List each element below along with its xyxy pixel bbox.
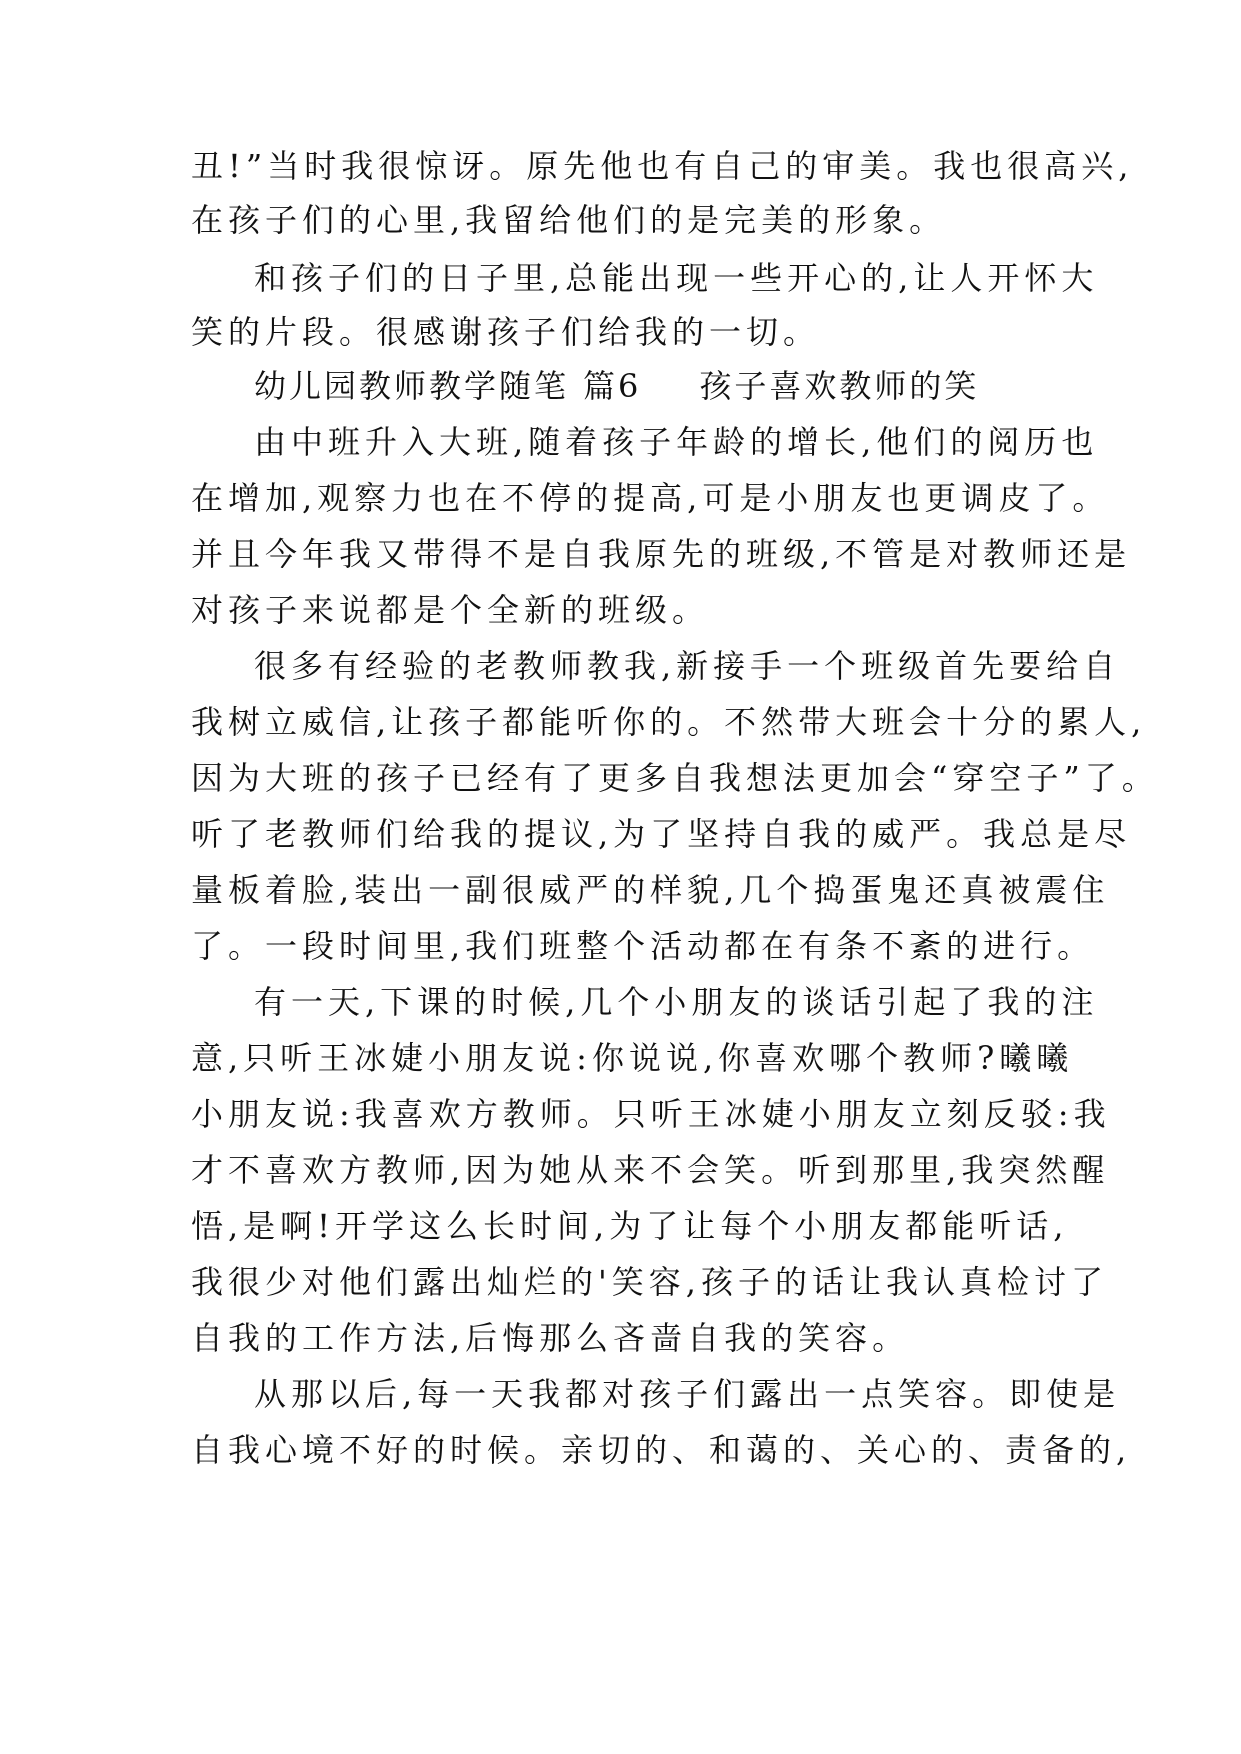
body-line: 并且今年我又带得不是自我原先的班级,不管是对教师还是 <box>191 535 1132 573</box>
body-line: 很多有经验的老教师教我,新接手一个班级首先要给自 <box>254 647 1121 685</box>
body-line: 意,只听王冰婕小朋友说:你说说,你喜欢哪个教师?曦曦 <box>191 1039 1074 1077</box>
body-line: 在孩子们的心里,我留给他们的是完美的形象。 <box>191 201 947 239</box>
body-line: 在增加,观察力也在不停的提高,可是小朋友也更调皮了。 <box>191 479 1110 517</box>
heading-title: 幼儿园教师教学随笔 <box>254 367 570 405</box>
body-line: 因为大班的孩子已经有了更多自我想法更加会“穿空子”了。 <box>191 759 1159 797</box>
body-line: 听了老教师们给我的提议,为了坚持自我的威严。我总是尽 <box>191 815 1132 853</box>
body-line: 才不喜欢方教师,因为她从来不会笑。听到那里,我突然醒 <box>191 1151 1110 1189</box>
body-line: 悟,是啊!开学这么长时间,为了让每个小朋友都能听话, <box>191 1207 1069 1245</box>
body-line: 从那以后,每一天我都对孩子们露出一点笑容。即使是 <box>254 1375 1121 1413</box>
body-line: 自我心境不好的时候。亲切的、和蔼的、关心的、责备的, <box>191 1431 1132 1469</box>
body-line: 由中班升入大班,随着孩子年龄的增长,他们的阅历也 <box>254 423 1099 461</box>
heading-section: 篇6 <box>583 367 642 405</box>
body-line: 了。一段时间里,我们班整个活动都在有条不紊的进行。 <box>191 927 1095 965</box>
body-line: 小朋友说:我喜欢方教师。只听王冰婕小朋友立刻反驳:我 <box>191 1095 1111 1133</box>
body-line: 有一天,下课的时候,几个小朋友的谈话引起了我的注 <box>254 983 1099 1021</box>
body-line: 丑!”当时我很惊讶。原先他也有自己的审美。我也很高兴, <box>191 147 1134 185</box>
section-heading <box>254 366 979 406</box>
body-line: 我很少对他们露出灿烂的'笑容,孩子的话让我认真检讨了 <box>191 1263 1108 1301</box>
body-line: 我树立威信,让孩子都能听你的。不然带大班会十分的累人, <box>191 703 1147 741</box>
body-line: 笑的片段。很感谢孩子们给我的一切。 <box>191 313 821 351</box>
body-line: 量板着脸,装出一副很威严的样貌,几个捣蛋鬼还真被震住 <box>191 871 1110 909</box>
body-line: 自我的工作方法,后悔那么吝啬自我的笑容。 <box>191 1319 910 1357</box>
body-line: 对孩子来说都是个全新的班级。 <box>191 591 710 629</box>
body-line: 和孩子们的日子里,总能出现一些开心的,让人开怀大 <box>254 259 1099 297</box>
heading-subtitle: 孩子喜欢教师的笑 <box>699 367 980 405</box>
